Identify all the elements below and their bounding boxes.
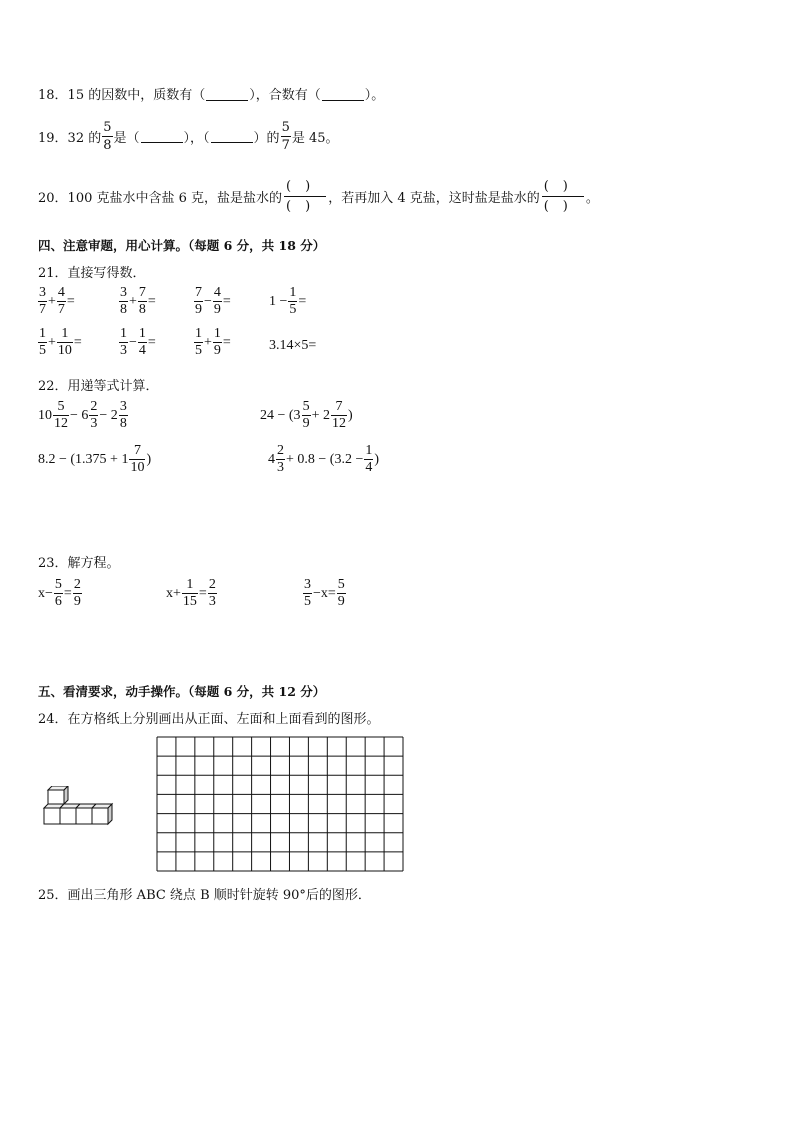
numerator: 1 <box>39 326 46 341</box>
term: − 2 <box>99 407 118 423</box>
q18-text-2: ），合数有（ <box>249 88 321 103</box>
q19-number: 19． <box>38 131 68 146</box>
numerator: 1 <box>195 326 202 341</box>
equals: = <box>66 293 75 309</box>
q23-equation-2 <box>166 578 218 609</box>
section-4-title: 四、注意审题，用心计算。（每题 6 分，共 18 分） <box>38 238 326 253</box>
denominator: 3 <box>277 460 284 475</box>
cube-arrangement-figure <box>40 786 120 828</box>
numerator: 5 <box>302 399 310 414</box>
denominator: 7 <box>57 302 65 317</box>
denominator: 10 <box>130 460 145 475</box>
q22-expression-2 <box>260 400 353 431</box>
numerator: 1 <box>365 443 373 458</box>
q19-fraction-2 <box>281 121 291 152</box>
equals: = <box>198 585 207 601</box>
q22-expression-1 <box>38 400 129 431</box>
denominator: 10 <box>57 343 72 358</box>
question-25-title: 25．画出三角形 ABC 绕点 B 顺时针旋转 90°后的图形． <box>38 888 371 903</box>
denominator: 5 <box>304 594 311 609</box>
denominator: 12 <box>54 416 68 431</box>
q20-number: 20． <box>38 191 68 206</box>
numerator: 1 <box>61 326 69 341</box>
operator: − <box>204 293 212 309</box>
q18-number: 18． <box>38 88 68 103</box>
q21-item-6 <box>118 327 156 358</box>
q19-text-3: ），（ <box>183 131 210 146</box>
denominator: 8 <box>119 416 127 431</box>
numerator: 7 <box>138 285 146 300</box>
q20-text-1: 100 克盐水中含盐 6 克，盐是盐水的 <box>67 191 283 206</box>
q19-blank-2[interactable] <box>211 130 253 143</box>
numerator: 3 <box>304 577 311 592</box>
numerator: 4 <box>57 285 65 300</box>
numerator: 3 <box>119 399 127 414</box>
q20-answer-fraction-2[interactable] <box>542 180 584 213</box>
whole-part: 10 <box>38 407 52 423</box>
q22-expression-4 <box>268 444 379 475</box>
q18-blank-1[interactable] <box>206 88 248 101</box>
q21-item-3 <box>193 286 231 317</box>
operator: + <box>48 334 56 350</box>
q21-item-2 <box>118 286 156 317</box>
numerator: 7 <box>195 285 202 300</box>
q19-blank-1[interactable] <box>141 130 183 143</box>
numerator: 2 <box>277 443 284 458</box>
section-5-title: 五、看清要求，动手操作。（每题 6 分，共 12 分） <box>38 684 326 699</box>
q20-paren-numerator-1: () <box>286 179 325 194</box>
q21-item-1 <box>37 286 75 317</box>
numerator: 3 <box>39 285 46 300</box>
denominator: 3 <box>120 343 127 358</box>
term: − 6 <box>70 407 89 423</box>
numerator: 4 <box>213 285 221 300</box>
denominator: 6 <box>54 594 62 609</box>
q19-text-2: 是（ <box>113 131 140 146</box>
question-22-title: 22．用递等式计算． <box>38 379 159 394</box>
q23-equation-1 <box>38 578 83 609</box>
denominator: 4 <box>365 460 373 475</box>
equals: = <box>73 334 82 350</box>
term: x+ <box>166 585 181 601</box>
equals: = <box>222 334 231 350</box>
denominator: 4 <box>138 343 146 358</box>
graph-paper-grid[interactable] <box>156 736 404 872</box>
q23-equation-3 <box>302 578 347 609</box>
denominator: 3 <box>90 416 98 431</box>
q19-fraction-1 <box>102 121 112 152</box>
q21-item-4 <box>269 286 306 317</box>
term: x− <box>38 585 53 601</box>
term: 8.2 − (1.375 + 1 <box>38 451 129 467</box>
q21-item-8: 3.14×5= <box>269 338 317 353</box>
q20-answer-fraction-1[interactable] <box>284 180 326 213</box>
denominator: 3 <box>208 594 216 609</box>
term: −x= <box>313 585 336 601</box>
denominator: 7 <box>39 302 46 317</box>
numerator: 2 <box>73 577 81 592</box>
numerator: 2 <box>208 577 216 592</box>
numerator: 1 <box>186 577 194 592</box>
q18-text-3: ）。 <box>364 88 385 103</box>
denominator: 12 <box>331 416 346 431</box>
q18-text-1: 15 的因数中，质数有（ <box>67 88 206 103</box>
denominator: 8 <box>120 302 127 317</box>
question-23-title: 23．解方程。 <box>38 556 120 571</box>
term: ) <box>146 451 152 467</box>
q20-text-2: ，若再加入 4 克盐，这时盐是盐水的 <box>328 191 540 206</box>
q19-text-5: 是 45。 <box>291 131 339 146</box>
denominator: 9 <box>73 594 81 609</box>
operator: − <box>129 334 137 350</box>
whole-part: 4 <box>268 451 275 467</box>
numerator: 5 <box>57 399 65 414</box>
question-21-title: 21．直接写得数． <box>38 266 146 281</box>
denominator: 15 <box>182 594 197 609</box>
term: ) <box>347 407 353 423</box>
q19-f1-numerator: 5 <box>103 120 112 135</box>
operator: + <box>48 293 56 309</box>
denominator: 9 <box>195 302 202 317</box>
numerator: 1 <box>289 285 297 300</box>
numerator: 2 <box>90 399 98 414</box>
q22-expression-3 <box>38 444 151 475</box>
term: ) <box>374 451 380 467</box>
numerator: 7 <box>133 443 141 458</box>
equals: = <box>222 293 231 309</box>
question-24-title: 24．在方格纸上分别画出从正面、左面和上面看到的图形。 <box>38 712 380 727</box>
denominator: 9 <box>213 343 221 358</box>
denominator: 9 <box>213 302 221 317</box>
q20-paren-denominator-1: () <box>284 196 326 213</box>
question-18 <box>38 84 384 103</box>
denominator: 5 <box>195 343 202 358</box>
q19-f1-denominator: 8 <box>103 138 112 153</box>
operator: + <box>129 293 137 309</box>
numerator: 7 <box>335 399 343 414</box>
numerator: 3 <box>120 285 127 300</box>
numerator: 1 <box>138 326 146 341</box>
q20-paren-numerator-2: () <box>543 179 582 194</box>
q19-text-4: ）的 <box>253 131 280 146</box>
q18-blank-2[interactable] <box>322 88 364 101</box>
term: + 2 <box>311 407 330 423</box>
denominator: 5 <box>39 343 46 358</box>
numerator: 5 <box>337 577 345 592</box>
q20-text-3: 。 <box>585 191 599 206</box>
denominator: 5 <box>289 302 297 317</box>
term: 24 − (3 <box>260 407 301 423</box>
q21-item-7 <box>193 327 231 358</box>
equals: = <box>298 293 307 309</box>
term: + 0.8 − (3.2 − <box>286 451 364 467</box>
q19-f2-numerator: 5 <box>281 120 290 135</box>
whole-part: 1 − <box>269 293 288 309</box>
denominator: 9 <box>302 416 310 431</box>
q19-f2-denominator: 7 <box>281 138 290 153</box>
denominator: 9 <box>337 594 345 609</box>
question-19 <box>38 121 339 152</box>
q19-text-1: 32 的 <box>67 131 102 146</box>
q20-paren-denominator-2: () <box>542 196 584 213</box>
denominator: 8 <box>138 302 146 317</box>
equals: = <box>147 293 156 309</box>
numerator: 5 <box>54 577 62 592</box>
operator: + <box>204 334 212 350</box>
equals: = <box>63 585 72 601</box>
numerator: 1 <box>120 326 127 341</box>
numerator: 1 <box>213 326 221 341</box>
equals: = <box>147 334 156 350</box>
question-20 <box>38 180 599 213</box>
q21-item-5 <box>37 327 82 358</box>
